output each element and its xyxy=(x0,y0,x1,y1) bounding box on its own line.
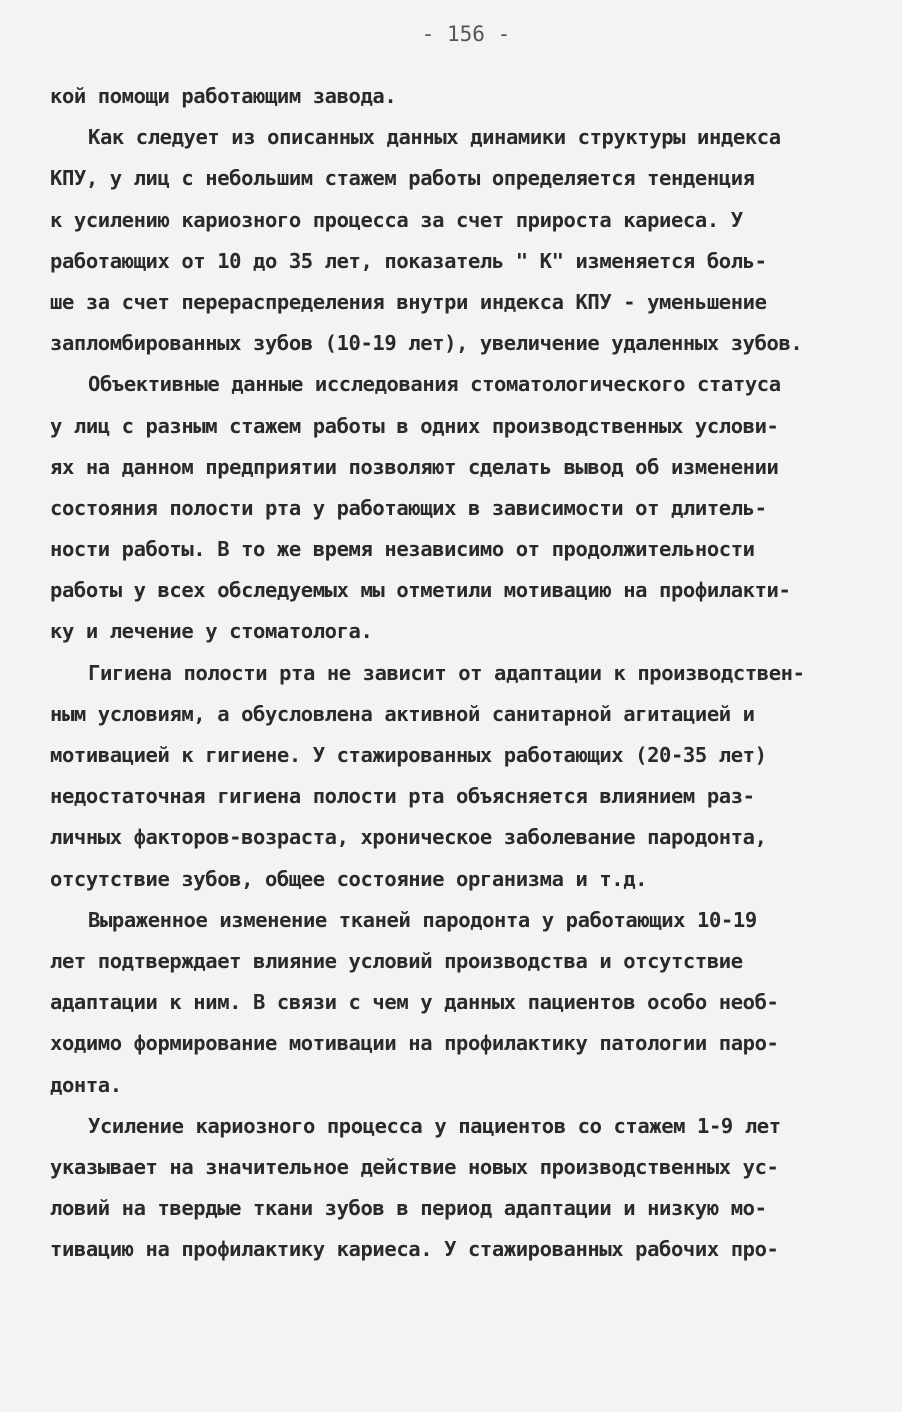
text-line: лет подтверждает влияние условий производства и отсутствие xyxy=(50,948,743,973)
text-line: недостаточная гигиена полости рта объясняется влиянием раз- xyxy=(50,784,755,809)
text-line: работы у всех обследуемых мы отметили мотивацию на профилакти- xyxy=(50,578,791,603)
text-line: Выраженное изменение тканей пародонта у работающих 10-19 xyxy=(88,907,757,932)
text-line: тивацию на профилактику кариеса. У стажированных рабочих про- xyxy=(50,1237,779,1262)
text-line: работающих от 10 до 35 лет, показатель " К" изменяется боль- xyxy=(50,248,767,273)
text-line: отсутствие зубов, общее состояние организма и т.д. xyxy=(50,866,648,891)
text-line: состояния полости рта у работающих в зависимости от длитель- xyxy=(50,495,767,520)
text-line: запломбированных зубов (10-19 лет), увеличение удаленных зубов. xyxy=(50,331,803,356)
text-line: кой помощи работающим завода. xyxy=(50,84,397,108)
page-number: - 156 - xyxy=(421,22,511,46)
text-line: мотивацией к гигиене. У стажированных работающих (20-35 лет) xyxy=(50,743,767,767)
text-line: Как следует из описанных данных динамики структуры индекса xyxy=(88,125,781,150)
text-line: ше за счет перераспределения внутри индекса КПУ - уменьшение xyxy=(50,289,767,314)
body-text xyxy=(50,76,860,1270)
text-line: ходимо формирование мотивации на профилактику патологии паро- xyxy=(50,1031,779,1056)
text-line: у лиц с разным стажем работы в одних производственных услови- xyxy=(50,413,779,438)
text-line: адаптации к ним. В связи с чем у данных пациентов особо необ- xyxy=(50,990,779,1015)
text-line: ку и лечение у стоматолога. xyxy=(50,619,373,644)
text-line: донта. xyxy=(50,1072,122,1097)
text-line: Гигиена полости рта не зависит от адаптации к производствен- xyxy=(88,660,805,685)
text-line: ловий на твердые ткани зубов в период адаптации и низкую мо- xyxy=(50,1196,767,1221)
text-line: Объективные данные исследования стоматологического статуса xyxy=(88,372,781,397)
text-line: КПУ, у лиц с небольшим стажем работы определяется тенденция xyxy=(50,166,755,191)
text-line: ности работы. В то же время независимо от продолжительности xyxy=(50,537,755,562)
text-line: ях на данном предприятии позволяют сделать вывод об изменении xyxy=(50,454,779,479)
text-line: Усиление кариозного процесса у пациентов со стажем 1-9 лет xyxy=(88,1113,781,1138)
text-line: ным условиям, а обусловлена активной санитарной агитацией и xyxy=(50,701,755,726)
text-line: личных факторов-возраста, хроническое заболевание пародонта, xyxy=(50,825,767,850)
text-line: к усилению кариозного процесса за счет прироста кариеса. У xyxy=(50,207,743,232)
text-line: указывает на значительное действие новых производственных ус- xyxy=(50,1154,779,1179)
